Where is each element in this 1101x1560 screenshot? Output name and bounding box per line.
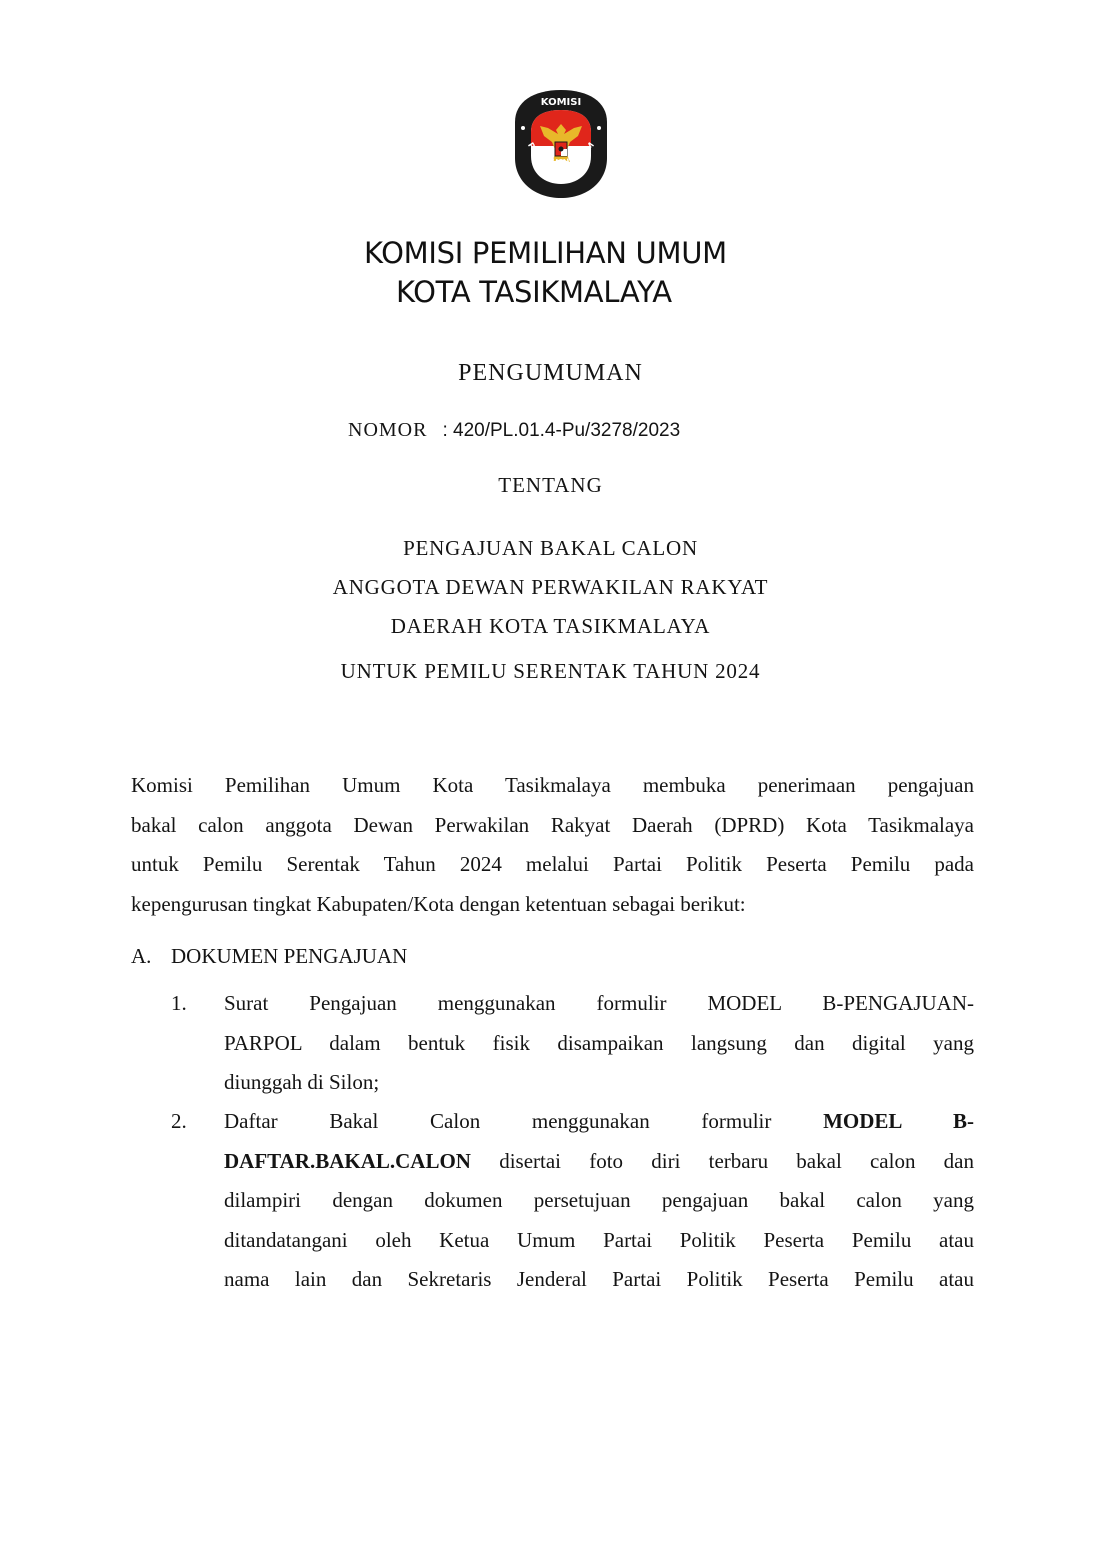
announcement-title: PENGUMUMAN [458, 360, 643, 386]
line-text: disertai foto diri terbaru bakal calon dan [499, 1148, 974, 1173]
list-item-line: dilampiri dengan dokumen persetujuan pengajuan bakal calon yang [224, 1188, 974, 1212]
paragraph-line: untuk Pemilu Serentak Tahun 2024 melalui Partai Politik Peserta Pemilu pada [131, 852, 974, 876]
list-item-line: Surat Pengajuan menggunakan formulir MODEL B-PENGAJUAN- [224, 991, 974, 1015]
logo-text-top: KOMISI [540, 97, 582, 108]
form-name-bold: DAFTAR.BAKAL.CALON [224, 1148, 471, 1173]
paragraph-line: kepengurusan tingkat Kabupaten/Kota dengan ketentuan sebagai berikut: [131, 891, 746, 916]
list-item-line: diunggah di Silon; [224, 1070, 380, 1094]
section-title: DOKUMEN PENGAJUAN [171, 944, 408, 968]
list-item-line: PARPOL dalam bentuk fisik disampaikan langsung dan digital yang [224, 1030, 974, 1055]
nomor-label: NOMOR [348, 419, 428, 441]
paragraph-line: bakal calon anggota Dewan Perwakilan Rakyat Daerah (DPRD) Kota Tasikmalaya [131, 812, 974, 837]
tentang-label: TENTANG [498, 473, 603, 497]
org-name-line2: KOTA TASIKMALAYA [396, 275, 672, 309]
list-item-line [224, 1102, 974, 1142]
kpu-logo-icon [511, 88, 611, 200]
logo-text-bottom: PEMILIHAN UMUM [525, 140, 597, 168]
list-item-line: ditandatangani oleh Ketua Umum Partai Politik Peserta Pemilu atau [224, 1227, 974, 1252]
form-name-bold: MODEL B- [823, 1109, 974, 1133]
line-text: Daftar Bakal Calon menggunakan formulir [224, 1109, 772, 1133]
document-number [348, 419, 680, 442]
subject-line: DAERAH KOTA TASIKMALAYA [390, 614, 711, 638]
intro-paragraph [131, 766, 974, 924]
subject-line: ANGGOTA DEWAN PERWAKILAN RAKYAT [332, 575, 769, 599]
section-letter: A. [131, 944, 152, 968]
subject-line: PENGAJUAN BAKAL CALON [403, 536, 698, 560]
section-a-heading [131, 944, 407, 969]
list-item-line [224, 1142, 974, 1182]
org-name-line1: KOMISI PEMILIHAN UMUM [364, 236, 727, 270]
nomor-value: : 420/PL.01.4-Pu/3278/2023 [442, 420, 681, 441]
paragraph-line: Komisi Pemilihan Umum Kota Tasikmalaya membuka penerimaan pengajuan [131, 773, 974, 797]
list-item-number: 2. [171, 1109, 187, 1133]
list-item-line: nama lain dan Sekretaris Jenderal Partai Politik Peserta Pemilu atau [224, 1267, 974, 1291]
list-item-number: 1. [171, 991, 187, 1015]
subject-line: UNTUK PEMILU SERENTAK TAHUN 2024 [340, 659, 761, 683]
